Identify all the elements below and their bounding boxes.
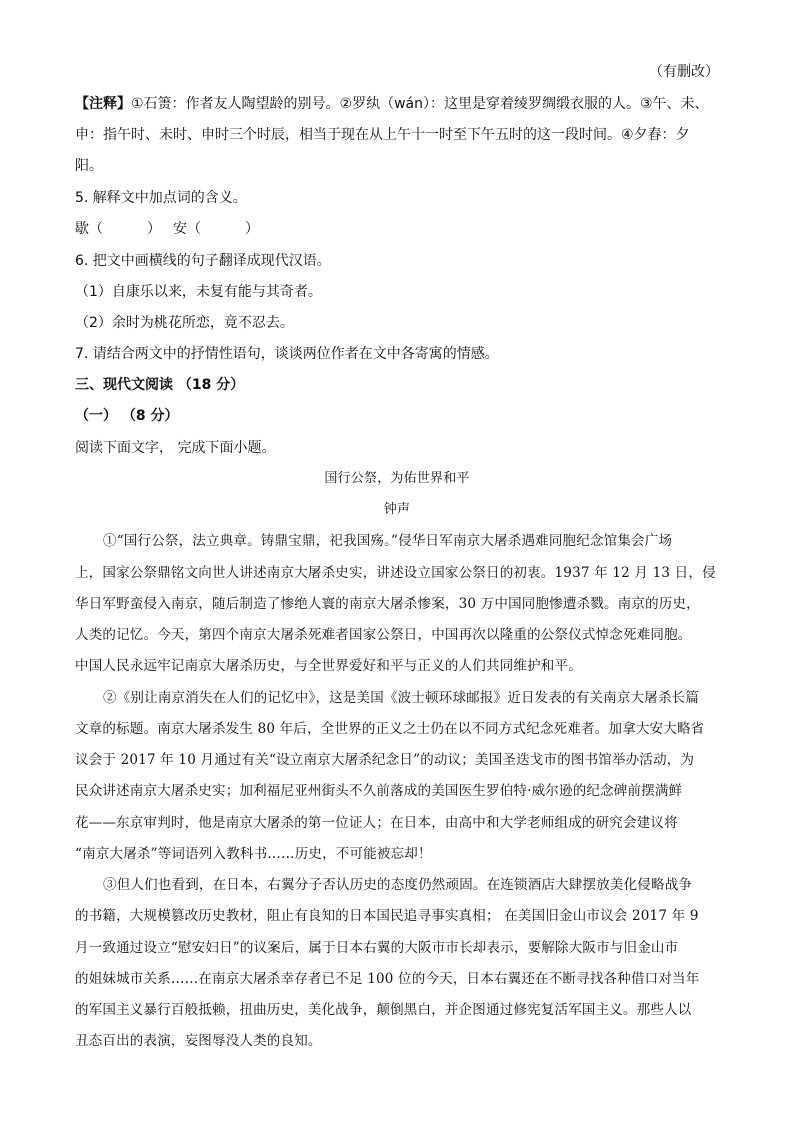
annotation-line-1 — [75, 94, 719, 114]
section-instruction: 阅读下面文字， 完成下面小题。 — [75, 440, 276, 456]
p1-line-2: 上，国家公祭鼎铭文向世人讲述南京大屠杀史实，讲述设立国家公祭日的初衷。1937 年 12 月 13 日，侵 — [75, 565, 716, 581]
q5-item-a-label: 歇（ — [75, 221, 103, 237]
source-note: （有删改） — [649, 64, 719, 80]
p1-line-1: ①“国行公祭，法立典章。铸鼎宝鼎，祀我国殇。”侵华日军南京大屠杀遇难同胞纪念馆集会广场 — [103, 533, 673, 549]
article-author: 钟声 — [383, 502, 411, 517]
q5-item-a-close: ） — [147, 221, 161, 237]
p3-line-5: 的军国主义暴行百般抵赖，扭曲历史，美化战争，颠倒黑白，并企图通过修宪复活军国主义。那些人以 — [75, 1002, 692, 1018]
p2-line-6: “南京大屠杀”等词语列入教科书……历史，不可能被忘却！ — [75, 846, 432, 862]
annotation-line-3: 阳。 — [75, 158, 103, 174]
question-6-1: （1）自康乐以来，未复有能与其奇者。 — [75, 284, 322, 300]
question-5-items — [75, 219, 719, 239]
question-7: 7. 请结合两文中的抒情性语句，谈谈两位作者在文中各寄寓的情感。 — [75, 346, 499, 362]
section-title: 三、现代文阅读 （18 分） — [75, 377, 245, 393]
p2-line-3: 议会于 2017 年 10 月通过有关“设立南京大屠杀纪念日”的动议；美国圣迭戈市的图书馆举办活动，为 — [75, 752, 695, 768]
annotation-label: 【注释】 — [75, 96, 131, 112]
annotation-line-2: 申：指午时、未时、申时三个时辰，相当于现在从上午十一时至下午五时的这一段时间。④夕舂：夕 — [75, 127, 690, 143]
p1-line-4: 人类的记忆。今天，第四个南京大屠杀死难者国家公祭日，中国再次以隆重的公祭仪式悼念死难同胞。 — [75, 627, 692, 643]
p2-line-2: 文章的标题。南京大屠杀发生 80 年后，全世界的正义之士仍在以不同方式纪念死难者。加拿大安大略省 — [75, 721, 705, 737]
article-title: 国行公祭，为佑世界和平 — [324, 471, 470, 486]
p3-line-1: ③但人们也看到，在日本，右翼分子否认历史的态度仍然顽固。在连锁酒店大肆摆放美化侵略战争 — [103, 877, 693, 893]
p3-line-4: 的姐妹城市关系……在南京大屠杀幸存者已不足 100 位的今天，日本右翼还在不断寻找各种借口对当年 — [75, 971, 700, 987]
p3-line-2: 的书籍，大规模篡改历史教材，阻止有良知的日本国民追寻事实真相； 在美国旧金山市议会 2017 年 9 — [75, 908, 699, 924]
question-6-2: （2）余时为桃花所恋，竟不忍去。 — [75, 315, 294, 331]
q5-item-b-close: ） — [245, 221, 259, 237]
p3-line-6: 丑态百出的表演，妄图辱没人类的良知。 — [75, 1033, 322, 1049]
p2-line-1: ②《别让南京消失在人们的记忆中》，这是美国《波士顿环球邮报》近日发表的有关南京大屠杀长篇 — [103, 690, 700, 706]
section-subtitle: （一） （8 分） — [75, 408, 179, 424]
annotation-text-1: ①石箦：作者友人陶望龄的别号。②罗纨（wán）：这里是穿着绫罗绸缎衣服的人。③午、未、 — [131, 96, 709, 112]
question-5: 5. 解释文中加点词的含义。 — [75, 190, 247, 206]
p1-line-5: 中国人民永远牢记南京大屠杀历史，与全世界爱好和平与正义的人们共同维护和平。 — [75, 658, 582, 674]
q5-item-b-label: 安（ — [173, 221, 201, 237]
question-6: 6. 把文中画横线的句子翻译成现代汉语。 — [75, 253, 331, 269]
p2-line-4: 民众讲述南京大屠杀史实；加利福尼亚州街头不久前落成的美国医生罗伯特·威尔逊的纪念碑前摆满鲜 — [75, 783, 683, 799]
p2-line-5: 花——东京审判时，他是南京大屠杀的第一位证人；在日本，由高中和大学老师组成的研究会建议将 — [75, 815, 678, 831]
p3-line-3: 月一致通过设立“慰安妇日”的议案后，属于日本右翼的大阪市市长却表示，要解除大阪市与旧金山市 — [75, 940, 679, 956]
p1-line-3: 华日军野蛮侵入南京，随后制造了惨绝人寰的南京大屠杀惨案，30 万中国同胞惨遭杀戮。南京的历史， — [75, 596, 700, 612]
